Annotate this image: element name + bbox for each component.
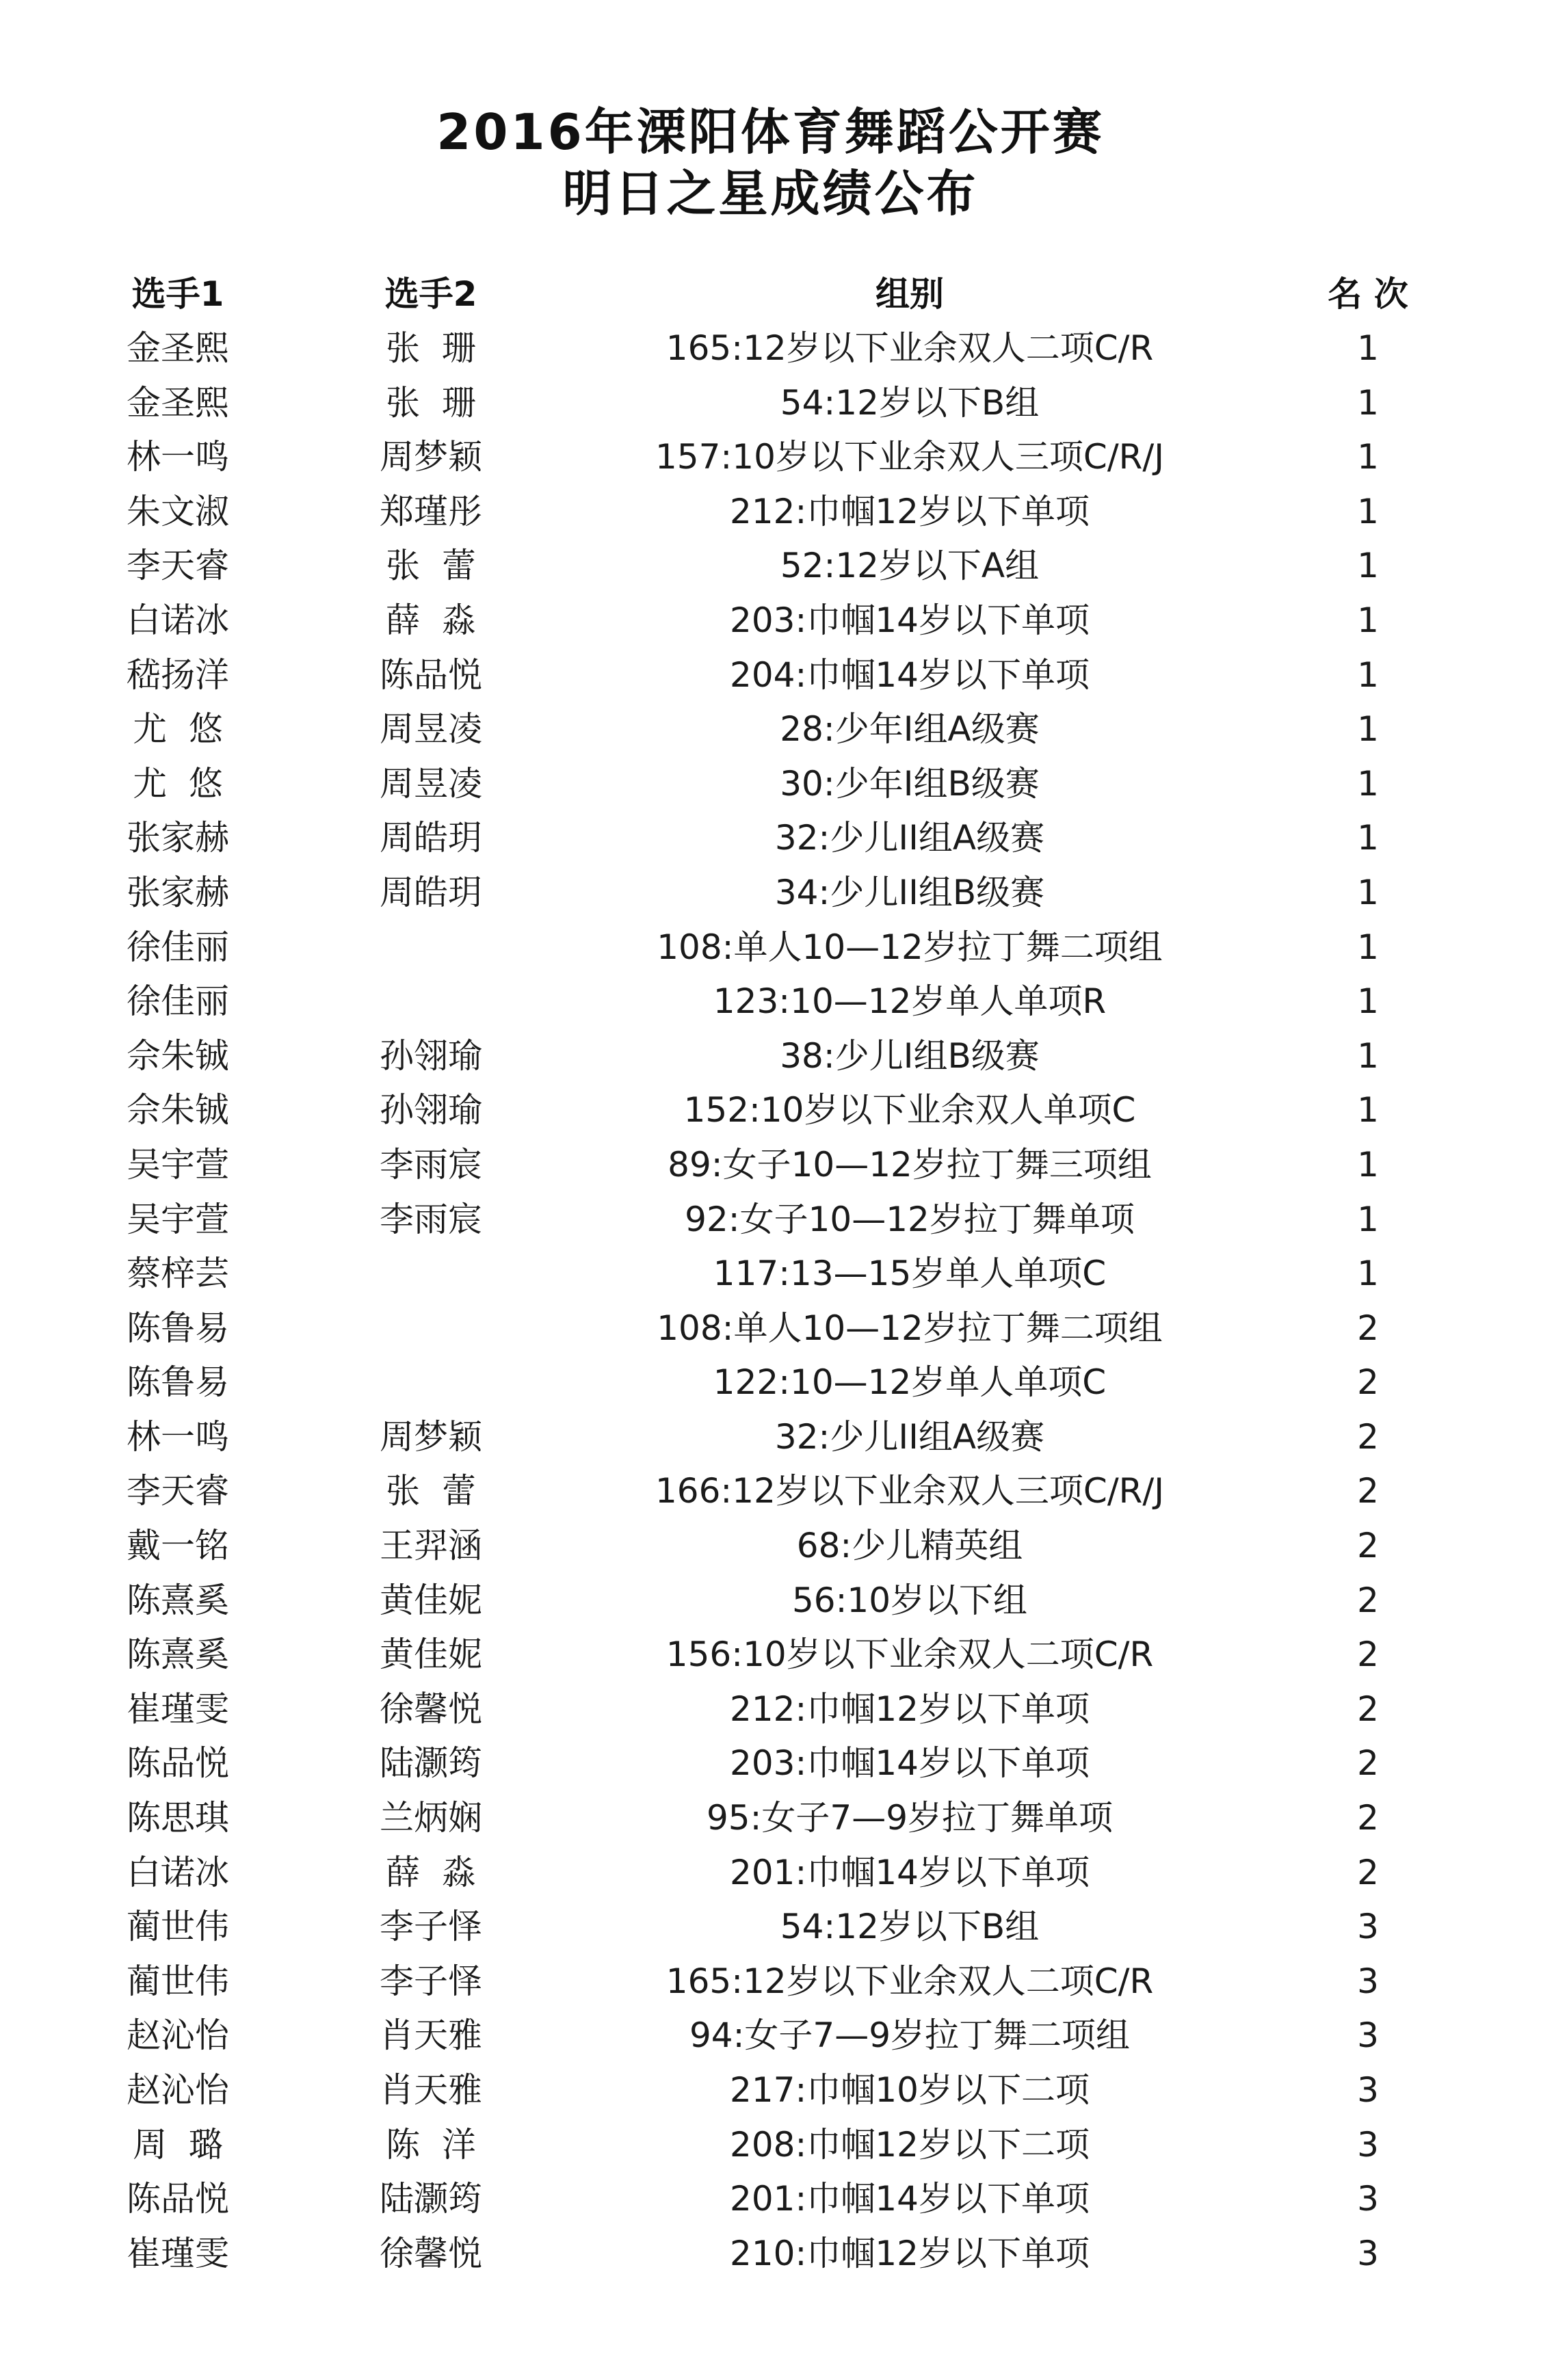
player1-cell: 陈思琪 [127,1798,229,1838]
player2-cell: 周梦颖 [380,437,482,477]
rank-cell: 1 [1357,818,1379,858]
table-row [0,975,1541,1029]
table-row [0,1628,1541,1682]
group-cell: 28:少年I组A级赛 [780,709,1040,750]
table-row [0,866,1541,921]
player1-cell: 蔡梓芸 [127,1254,229,1294]
player1-cell: 吴宇萱 [127,1144,229,1185]
rank-cell: 3 [1357,2124,1379,2165]
player2-cell: 陆灏筠 [380,1743,482,1784]
rank-cell: 1 [1357,382,1379,423]
group-cell: 203:巾帼14岁以下单项 [730,1743,1090,1784]
table-row [0,1193,1541,1247]
rank-cell: 2 [1357,1689,1379,1729]
player1-cell: 徐佳丽 [127,927,229,967]
rank-cell: 3 [1357,2015,1379,2056]
rank-cell: 2 [1357,1852,1379,1892]
table-row [0,702,1541,757]
player1-cell: 崔瑾雯 [127,1689,229,1729]
table-row [0,539,1541,594]
player1-cell: 徐佳丽 [127,981,229,1022]
table-row [0,757,1541,812]
rank-cell: 3 [1357,2179,1379,2219]
rank-cell: 1 [1357,328,1379,368]
group-cell: 95:女子7—9岁拉丁舞单项 [706,1798,1114,1838]
player1-cell: 陈品悦 [127,1743,229,1784]
player1-cell: 金圣熙 [127,382,229,423]
rank-cell: 3 [1357,2233,1379,2273]
table-row [0,1356,1541,1410]
rank-cell: 2 [1357,1362,1379,1403]
group-cell: 108:单人10—12岁拉丁舞二项组 [657,927,1163,967]
table-row [0,1574,1541,1628]
group-cell: 210:巾帼12岁以下单项 [730,2233,1090,2273]
player2-cell: 陆灏筠 [380,2179,482,2219]
group-cell: 68:少儿精英组 [796,1526,1023,1566]
player2-cell: 黄佳妮 [380,1580,482,1620]
rank-cell: 1 [1357,872,1379,912]
table-row [0,594,1541,648]
table-row [0,1410,1541,1465]
rank-cell: 1 [1357,546,1379,586]
group-cell: 52:12岁以下A组 [780,546,1040,586]
group-cell: 122:10—12岁单人单项C [713,1362,1107,1403]
rank-cell: 1 [1357,491,1379,531]
table-row [0,648,1541,703]
rank-cell: 3 [1357,1907,1379,1947]
player1-cell: 佘朱铖 [127,1035,229,1076]
table-row [0,1247,1541,1301]
player2-cell: 肖天雅 [380,2015,482,2056]
player2-cell: 张 珊 [386,382,476,423]
player1-cell: 陈鲁易 [127,1308,229,1348]
group-cell: 54:12岁以下B组 [780,1907,1040,1947]
table-row [0,1138,1541,1193]
player2-cell: 李雨宸 [380,1144,482,1185]
header-player1: 选手1 [131,274,224,314]
player2-cell: 郑瑾彤 [380,491,482,531]
player1-cell: 金圣熙 [127,328,229,368]
player1-cell: 崔瑾雯 [127,2233,229,2273]
player2-cell: 李子怿 [380,1961,482,2001]
player2-cell: 孙翎瑜 [380,1035,482,1076]
player1-cell: 林一鸣 [127,437,229,477]
group-cell: 165:12岁以下业余双人二项C/R [666,1961,1154,2001]
group-cell: 212:巾帼12岁以下单项 [730,1689,1090,1729]
player1-cell: 赵沁怡 [127,2070,229,2110]
rank-cell: 1 [1357,437,1379,477]
group-cell: 56:10岁以下组 [791,1580,1028,1620]
player1-cell: 白诺冰 [127,600,229,640]
player1-cell: 李天睿 [127,1471,229,1511]
player2-cell: 陈品悦 [380,654,482,695]
header-player2: 选手2 [384,274,477,314]
table-row [0,2063,1541,2118]
player1-cell: 尤 悠 [133,709,223,750]
player1-cell: 蔺世伟 [127,1907,229,1947]
group-cell: 32:少儿II组A级赛 [774,818,1045,858]
player2-cell: 兰炳娴 [380,1798,482,1838]
group-cell: 92:女子10—12岁拉丁舞单项 [685,1199,1135,1239]
player2-cell: 张 蕾 [386,546,476,586]
player1-cell: 蔺世伟 [127,1961,229,2001]
player1-cell: 林一鸣 [127,1416,229,1457]
table-header [0,267,1541,321]
group-cell: 204:巾帼14岁以下单项 [730,654,1090,695]
player1-cell: 戴一铭 [127,1526,229,1566]
player1-cell: 李天睿 [127,546,229,586]
group-cell: 165:12岁以下业余双人二项C/R [666,328,1154,368]
header-rank: 名 次 [1328,274,1408,314]
rank-cell: 1 [1357,763,1379,804]
rank-cell: 2 [1357,1635,1379,1675]
table-row [0,321,1541,376]
player2-cell: 薛 淼 [386,1852,476,1892]
group-cell: 38:少儿I组B级赛 [780,1035,1040,1076]
group-cell: 212:巾帼12岁以下单项 [730,491,1090,531]
rank-cell: 1 [1357,981,1379,1022]
table-row [0,485,1541,540]
player2-cell: 薛 淼 [386,600,476,640]
player2-cell: 张 蕾 [386,1471,476,1511]
player2-cell: 王羿涵 [380,1526,482,1566]
rank-cell: 2 [1357,1798,1379,1838]
group-cell: 117:13—15岁单人单项C [713,1254,1107,1294]
player1-cell: 陈熹奚 [127,1580,229,1620]
player2-cell: 周昱凌 [380,709,482,750]
rank-cell: 1 [1357,1144,1379,1185]
player1-cell: 嵇扬洋 [127,654,229,695]
group-cell: 94:女子7—9岁拉丁舞二项组 [689,2015,1131,2056]
rank-cell: 1 [1357,1035,1379,1076]
group-cell: 201:巾帼14岁以下单项 [730,2179,1090,2219]
player2-cell: 肖天雅 [380,2070,482,2110]
table-row [0,1955,1541,2009]
group-cell: 208:巾帼12岁以下二项 [730,2124,1090,2165]
table-row [0,1519,1541,1574]
player2-cell: 孙翎瑜 [380,1090,482,1130]
player2-cell: 周昱凌 [380,763,482,804]
group-cell: 157:10岁以下业余双人三项C/R/J [655,437,1164,477]
rank-cell: 2 [1357,1526,1379,1566]
player1-cell: 吴宇萱 [127,1199,229,1239]
rank-cell: 3 [1357,1961,1379,2001]
player1-cell: 白诺冰 [127,1852,229,1892]
player1-cell: 周 璐 [133,2124,223,2165]
group-cell: 156:10岁以下业余双人二项C/R [666,1635,1154,1675]
player2-cell: 徐馨悦 [380,2233,482,2273]
group-cell: 152:10岁以下业余双人单项C [683,1090,1136,1130]
player2-cell: 李雨宸 [380,1199,482,1239]
player1-cell: 陈鲁易 [127,1362,229,1403]
player1-cell: 朱文淑 [127,491,229,531]
header-group: 组别 [875,274,944,314]
table-row [0,2227,1541,2282]
rank-cell: 2 [1357,1416,1379,1457]
results-table-body [0,321,1541,2281]
group-cell: 89:女子10—12岁拉丁舞三项组 [668,1144,1152,1185]
table-row [0,1083,1541,1138]
table-row [0,376,1541,431]
group-cell: 30:少年I组B级赛 [780,763,1040,804]
player2-cell: 李子怿 [380,1907,482,1947]
player1-cell: 赵沁怡 [127,2015,229,2056]
table-row [0,1301,1541,1356]
rank-cell: 2 [1357,1743,1379,1784]
table-row [0,1464,1541,1519]
player1-cell: 尤 悠 [133,763,223,804]
rank-cell: 2 [1357,1580,1379,1620]
table-row [0,430,1541,485]
rank-cell: 1 [1357,1090,1379,1130]
player2-cell: 周皓玥 [380,872,482,912]
player2-cell: 徐馨悦 [380,1689,482,1729]
group-cell: 34:少儿II组B级赛 [774,872,1045,912]
player2-cell: 陈 洋 [386,2124,476,2165]
table-row [0,921,1541,975]
player2-cell: 张 珊 [386,328,476,368]
rank-cell: 1 [1357,654,1379,695]
player1-cell: 张家赫 [127,872,229,912]
table-row [0,1682,1541,1737]
table-row [0,1029,1541,1084]
group-cell: 123:10—12岁单人单项R [713,981,1107,1022]
player2-cell: 黄佳妮 [380,1635,482,1675]
group-cell: 108:单人10—12岁拉丁舞二项组 [657,1308,1163,1348]
player2-cell: 周梦颖 [380,1416,482,1457]
table-row [0,2118,1541,2173]
group-cell: 32:少儿II组A级赛 [774,1416,1045,1457]
table-row [0,1846,1541,1901]
table-row [0,2009,1541,2063]
rank-cell: 1 [1357,709,1379,750]
group-cell: 54:12岁以下B组 [780,382,1040,423]
rank-cell: 1 [1357,600,1379,640]
table-row [0,1736,1541,1791]
group-cell: 203:巾帼14岁以下单项 [730,600,1090,640]
group-cell: 166:12岁以下业余双人三项C/R/J [655,1471,1164,1511]
table-row [0,2172,1541,2227]
rank-cell: 2 [1357,1471,1379,1511]
document-subtitle: 明日之星成绩公布 [562,165,979,222]
player1-cell: 陈品悦 [127,2179,229,2219]
table-row [0,1791,1541,1846]
table-row [0,1900,1541,1955]
group-cell: 217:巾帼10岁以下二项 [730,2070,1090,2110]
player1-cell: 张家赫 [127,818,229,858]
player1-cell: 佘朱铖 [127,1090,229,1130]
rank-cell: 1 [1357,927,1379,967]
rank-cell: 1 [1357,1254,1379,1294]
group-cell: 201:巾帼14岁以下单项 [730,1852,1090,1892]
document-title: 2016年溧阳体育舞蹈公开赛 [436,103,1105,161]
player1-cell: 陈熹奚 [127,1635,229,1675]
player2-cell: 周皓玥 [380,818,482,858]
rank-cell: 2 [1357,1308,1379,1348]
table-row [0,811,1541,866]
rank-cell: 3 [1357,2070,1379,2110]
rank-cell: 1 [1357,1199,1379,1239]
